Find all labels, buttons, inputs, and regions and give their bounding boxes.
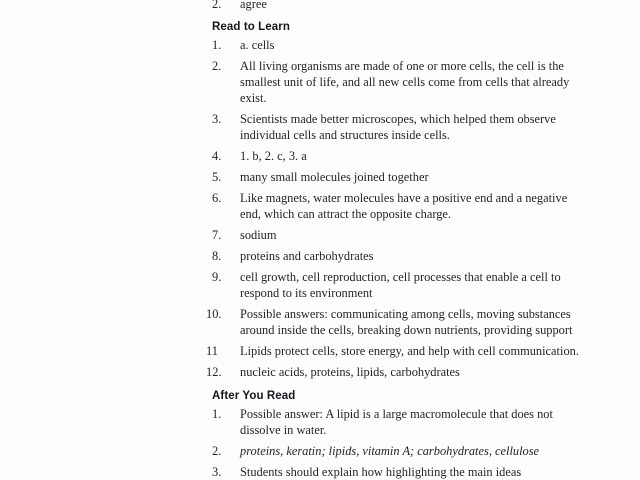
answer-item-text: All living organisms are made of one or more cells, the cell is the smallest unit of life, and all new cells come from cells that already exist. [240,59,570,105]
answer-item-text: cell growth, cell reproduction, cell processes that enable a cell to respond to its environment [240,270,561,300]
answer-item-text: proteins and carbohydrates [240,249,374,263]
answer-item [212,169,584,185]
answer-item [212,464,584,480]
answer-item-number: 8. [212,249,222,263]
answer-item [212,148,584,164]
answer-item [212,227,584,243]
answer-item-number: 1. [212,38,222,52]
answer-item-number: 3. [212,112,222,126]
answer-item-text: agree [240,0,267,11]
answer-item-number: 2. [212,444,222,458]
answer-item [206,364,584,380]
answer-item [212,111,584,143]
answer-item-number: 7. [212,228,222,242]
answer-item [212,0,584,12]
answer-item-number: 1. [212,407,222,421]
answer-item [206,306,584,338]
answer-item [212,269,584,301]
answer-item [212,443,584,459]
answer-item-text: many small molecules joined together [240,170,429,184]
answer-item [206,343,584,359]
answer-item [212,58,584,106]
answer-item-number: 10. [206,307,222,321]
answer-item [212,190,584,222]
answer-item [212,406,584,438]
section-heading: After You Read [212,390,296,402]
answer-item-text: Scientists made better microscopes, which helped them observe individual cells and structures inside cells. [240,112,556,142]
answer-item-text: Possible answers: communicating among cells, moving substances around inside the cells, breaking down nutrients, providing support [240,307,573,337]
answer-item-text: Like magnets, water molecules have a positive end and a negative end, which can attract the opposite charge. [240,191,568,221]
answer-item-text: Lipids protect cells, store energy, and help with cell communication. [240,344,579,358]
answer-key-list [206,0,584,480]
answer-item-number: 2. [212,59,222,73]
answer-item [212,37,584,53]
answer-item-text: Possible answer: A lipid is a large macromolecule that does not dissolve in water. [240,407,553,437]
answer-item-text: Students should explain how highlighting the main ideas [240,465,522,479]
answer-item-text: proteins, keratin; lipids, vitamin A; carbohydrates, cellulose [240,444,540,458]
answer-item-number: 3. [212,465,222,479]
answer-item-number: 12. [206,365,222,379]
answer-item-number: 11 [206,344,218,358]
answer-item-text: nucleic acids, proteins, lipids, carbohydrates [240,365,460,379]
answer-item-text: a. cells [240,38,275,52]
answer-item-text: sodium [240,228,277,242]
answer-item-text: 1. b, 2. c, 3. a [240,149,307,163]
answer-item-number: 6. [212,191,222,205]
answer-item-number: 4. [212,149,222,163]
answer-item-number: 5. [212,170,222,184]
answer-item-number: 9. [212,270,222,284]
section-heading: Read to Learn [212,21,290,33]
answer-item [212,248,584,264]
answer-item-number: 2. [212,0,222,11]
